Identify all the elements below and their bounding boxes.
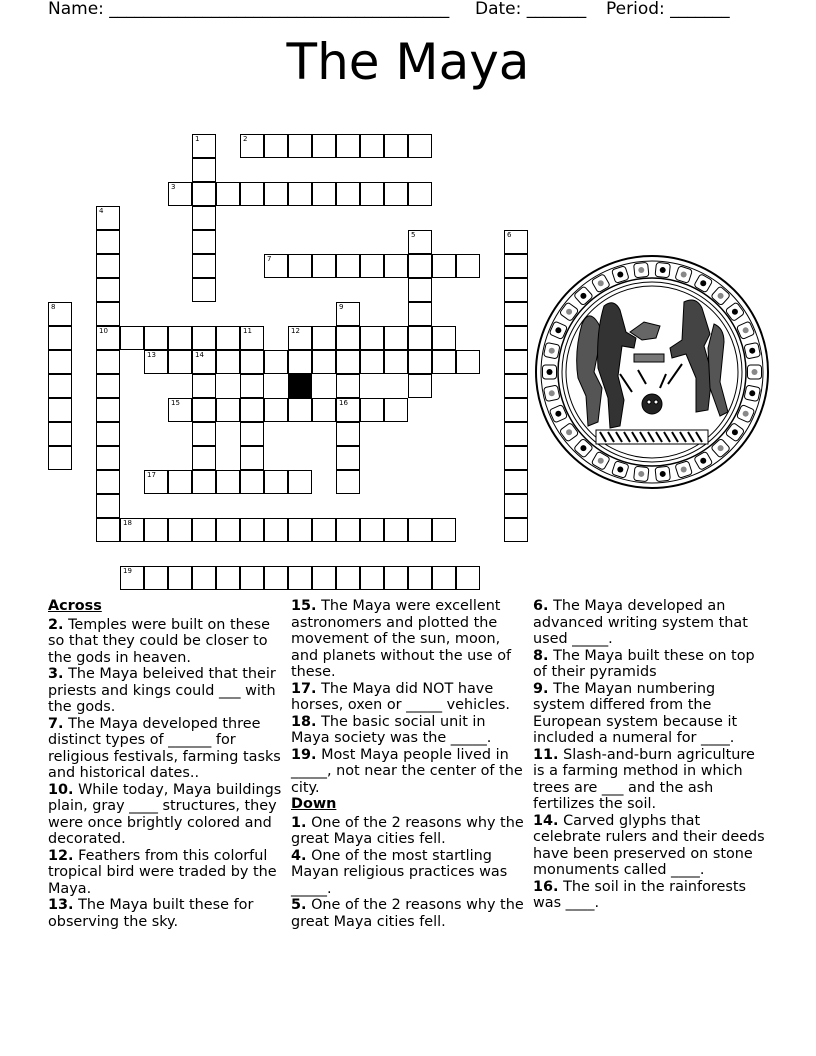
grid-cell[interactable] bbox=[504, 350, 528, 374]
clue-label: 13. bbox=[48, 897, 74, 913]
clue-number: 14 bbox=[195, 351, 204, 359]
clue-text: Feathers from this colorful tropical bird were traded by the Maya. bbox=[48, 847, 277, 897]
grid-cell[interactable] bbox=[336, 134, 360, 158]
clue-label: 18. bbox=[291, 713, 317, 730]
grid-cell[interactable] bbox=[192, 350, 216, 374]
grid-cell[interactable] bbox=[312, 518, 336, 542]
grid-cell[interactable] bbox=[360, 254, 384, 278]
grid-cell[interactable] bbox=[96, 470, 120, 494]
grid-cell[interactable] bbox=[408, 254, 432, 278]
grid-cell[interactable] bbox=[96, 422, 120, 446]
clue-number: 15 bbox=[171, 399, 180, 407]
grid-cell[interactable] bbox=[96, 374, 120, 398]
clue-text: Most Maya people lived in _____, not near the center of the city. bbox=[291, 746, 523, 796]
grid-cell[interactable] bbox=[192, 422, 216, 446]
grid-cell[interactable] bbox=[408, 518, 432, 542]
grid-cell[interactable] bbox=[264, 134, 288, 158]
clue-text: One of the 2 reasons why the great Maya cities fell. bbox=[291, 897, 524, 930]
grid-cell[interactable] bbox=[240, 446, 264, 470]
clue-number: 13 bbox=[147, 351, 156, 359]
grid-cell[interactable] bbox=[192, 254, 216, 278]
grid-cell[interactable] bbox=[240, 350, 264, 374]
clue-text: The Maya beleived that their priests and kings could ___ with the gods. bbox=[48, 666, 276, 715]
clue-text: Slash-and-burn agriculture is a farming method in which trees are ___ and the ash fertilizes the soil. bbox=[533, 746, 755, 812]
grid-cell[interactable] bbox=[336, 254, 360, 278]
clue-text: The Mayan numbering system differed from the European system because it included a numeral for ____. bbox=[533, 680, 738, 746]
across-clue bbox=[291, 598, 527, 681]
grid-cell[interactable] bbox=[216, 182, 240, 206]
clue-label: 10. bbox=[48, 781, 74, 798]
down-clue bbox=[533, 879, 769, 912]
grid-cell[interactable] bbox=[48, 326, 72, 350]
clue-column-1 bbox=[48, 598, 284, 930]
clue-label: 3. bbox=[48, 666, 64, 682]
clue-number: 2 bbox=[243, 135, 248, 143]
across-clue bbox=[48, 716, 284, 782]
down-clue bbox=[291, 848, 527, 898]
clue-column-2 bbox=[291, 598, 527, 930]
clue-text: Temples were built on these so that they could be closer to the gods in heaven. bbox=[48, 616, 270, 666]
worksheet-header bbox=[48, 0, 768, 22]
grid-cell[interactable] bbox=[432, 566, 456, 590]
grid-cell[interactable] bbox=[240, 398, 264, 422]
grid-cell[interactable] bbox=[384, 350, 408, 374]
grid-cell[interactable] bbox=[96, 230, 120, 254]
clue-number: 16 bbox=[339, 399, 348, 407]
grid-cell[interactable] bbox=[408, 230, 432, 254]
grid-cell[interactable] bbox=[192, 446, 216, 470]
grid-cell[interactable] bbox=[504, 398, 528, 422]
clue-label: 16. bbox=[533, 878, 559, 895]
down-clue bbox=[533, 813, 769, 879]
grid-cell[interactable] bbox=[432, 326, 456, 350]
grid-cell[interactable] bbox=[144, 566, 168, 590]
grid-cell[interactable] bbox=[96, 398, 120, 422]
grid-cell[interactable] bbox=[408, 134, 432, 158]
clue-text: One of the 2 reasons why the great Maya cities fell. bbox=[291, 814, 524, 847]
grid-cell[interactable] bbox=[384, 518, 408, 542]
down-clue bbox=[533, 648, 769, 681]
clue-label: 6. bbox=[533, 598, 549, 614]
across-clue bbox=[48, 782, 284, 848]
grid-cell[interactable] bbox=[408, 374, 432, 398]
clue-number: 9 bbox=[339, 303, 344, 311]
grid-cell[interactable] bbox=[216, 518, 240, 542]
clue-number: 19 bbox=[123, 567, 132, 575]
clue-number: 18 bbox=[123, 519, 132, 527]
grid-cell[interactable] bbox=[192, 206, 216, 230]
across-clue bbox=[291, 714, 527, 747]
grid-cell[interactable] bbox=[432, 254, 456, 278]
clue-label: 15. bbox=[291, 598, 317, 614]
grid-cell[interactable] bbox=[168, 566, 192, 590]
grid-cell[interactable] bbox=[336, 470, 360, 494]
clue-text: The basic social unit in Maya society was the _____. bbox=[291, 713, 492, 746]
clue-label: 1. bbox=[291, 814, 307, 831]
grid-cell[interactable] bbox=[96, 302, 120, 326]
grid-cell[interactable] bbox=[408, 566, 432, 590]
grid-cell[interactable] bbox=[408, 182, 432, 206]
grid-cell[interactable] bbox=[96, 254, 120, 278]
grid-cell[interactable] bbox=[144, 470, 168, 494]
clue-text: While today, Maya buildings plain, gray ____ structures, they were once brightly colored and decorated. bbox=[48, 781, 282, 847]
date-field: Date: _______ bbox=[475, 0, 587, 19]
clue-label: 12. bbox=[48, 847, 74, 864]
grid-cell[interactable] bbox=[144, 326, 168, 350]
grid-cell[interactable] bbox=[456, 350, 480, 374]
grid-cell[interactable] bbox=[216, 398, 240, 422]
grid-cell[interactable] bbox=[312, 182, 336, 206]
grid-cell[interactable] bbox=[264, 566, 288, 590]
grid-cell[interactable] bbox=[312, 134, 336, 158]
grid-cell[interactable] bbox=[48, 398, 72, 422]
grid-cell[interactable] bbox=[504, 518, 528, 542]
grid-cell[interactable] bbox=[96, 326, 120, 350]
grid-cell[interactable] bbox=[336, 350, 360, 374]
clue-column-3 bbox=[533, 598, 769, 912]
grid-cell[interactable] bbox=[384, 398, 408, 422]
grid-cell[interactable] bbox=[192, 134, 216, 158]
grid-cell[interactable] bbox=[288, 566, 312, 590]
grid-cell[interactable] bbox=[216, 350, 240, 374]
down-clue bbox=[533, 747, 769, 813]
grid-cell[interactable] bbox=[264, 518, 288, 542]
grid-cell[interactable] bbox=[384, 254, 408, 278]
grid-cell[interactable] bbox=[504, 374, 528, 398]
grid-cell[interactable] bbox=[288, 254, 312, 278]
grid-cell[interactable] bbox=[456, 566, 480, 590]
grid-cell[interactable] bbox=[336, 182, 360, 206]
grid-cell[interactable] bbox=[504, 278, 528, 302]
across-clue bbox=[48, 897, 284, 930]
grid-cell[interactable] bbox=[168, 398, 192, 422]
grid-cell[interactable] bbox=[312, 326, 336, 350]
grid-cell[interactable] bbox=[312, 566, 336, 590]
grid-cell[interactable] bbox=[336, 326, 360, 350]
grid-cell[interactable] bbox=[192, 230, 216, 254]
grid-cell[interactable] bbox=[96, 446, 120, 470]
maya-calendar-stone-icon bbox=[534, 254, 770, 490]
page-title: The Maya bbox=[286, 33, 530, 91]
grid-cell[interactable] bbox=[48, 302, 72, 326]
grid-cell[interactable] bbox=[240, 326, 264, 350]
grid-cell[interactable] bbox=[240, 374, 264, 398]
grid-cell[interactable] bbox=[288, 470, 312, 494]
grid-cell[interactable] bbox=[48, 374, 72, 398]
clue-number: 4 bbox=[99, 207, 104, 215]
grid-cell[interactable] bbox=[216, 470, 240, 494]
grid-cell[interactable] bbox=[144, 350, 168, 374]
grid-cell[interactable] bbox=[504, 446, 528, 470]
grid-cell[interactable] bbox=[288, 398, 312, 422]
grid-cell[interactable] bbox=[192, 518, 216, 542]
down-clue bbox=[291, 815, 527, 848]
grid-cell[interactable] bbox=[312, 350, 336, 374]
clue-number: 8 bbox=[51, 303, 56, 311]
grid-cell[interactable] bbox=[504, 470, 528, 494]
grid-cell[interactable] bbox=[456, 254, 480, 278]
clue-label: 4. bbox=[291, 847, 307, 864]
grid-cell[interactable] bbox=[408, 326, 432, 350]
grid-cell[interactable] bbox=[192, 470, 216, 494]
grid-cell[interactable] bbox=[192, 158, 216, 182]
across-clue bbox=[48, 617, 284, 667]
grid-cell[interactable] bbox=[96, 206, 120, 230]
grid-cell[interactable] bbox=[360, 134, 384, 158]
grid-cell[interactable] bbox=[504, 254, 528, 278]
grid-cell[interactable] bbox=[168, 326, 192, 350]
across-clue bbox=[291, 747, 527, 797]
across-clue bbox=[48, 848, 284, 898]
across-clue bbox=[48, 666, 284, 716]
down-heading: Down bbox=[291, 796, 337, 812]
grid-cell[interactable] bbox=[504, 494, 528, 518]
grid-cell[interactable] bbox=[96, 350, 120, 374]
grid-cell[interactable] bbox=[192, 374, 216, 398]
grid-cell[interactable] bbox=[288, 134, 312, 158]
grid-cell[interactable] bbox=[504, 302, 528, 326]
grid-cell[interactable] bbox=[240, 518, 264, 542]
clue-text: The soil in the rainforests was ____. bbox=[533, 878, 746, 911]
clue-label: 14. bbox=[533, 812, 559, 829]
grid-cell[interactable] bbox=[384, 326, 408, 350]
grid-cell[interactable] bbox=[96, 278, 120, 302]
clue-number: 1 bbox=[195, 135, 200, 143]
grid-cell[interactable] bbox=[192, 398, 216, 422]
grid-cell[interactable] bbox=[264, 182, 288, 206]
grid-cell[interactable] bbox=[240, 566, 264, 590]
grid-cell[interactable] bbox=[264, 254, 288, 278]
grid-cell[interactable] bbox=[408, 350, 432, 374]
grid-cell[interactable] bbox=[408, 278, 432, 302]
grid-cell[interactable] bbox=[336, 518, 360, 542]
grid-cell[interactable] bbox=[408, 302, 432, 326]
down-clue bbox=[291, 897, 527, 930]
grid-cell[interactable] bbox=[240, 182, 264, 206]
grid-cell[interactable] bbox=[120, 326, 144, 350]
grid-cell[interactable] bbox=[288, 326, 312, 350]
across-heading: Across bbox=[48, 598, 102, 614]
clue-number: 12 bbox=[291, 327, 300, 335]
clue-text: The Maya developed an advanced writing system that used _____. bbox=[533, 598, 748, 647]
clue-label: 9. bbox=[533, 680, 549, 697]
grid-cell[interactable] bbox=[504, 422, 528, 446]
grid-cell[interactable] bbox=[144, 518, 168, 542]
grid-cell[interactable] bbox=[312, 254, 336, 278]
period-field: Period: _______ bbox=[606, 0, 730, 19]
grid-cell[interactable] bbox=[96, 518, 120, 542]
grid-cell[interactable] bbox=[240, 422, 264, 446]
clue-text: The Maya built these on top of their pyramids bbox=[533, 647, 755, 680]
clue-text: One of the most startling Mayan religious practices was _____. bbox=[291, 847, 508, 897]
grid-cell[interactable] bbox=[168, 518, 192, 542]
grid-cell[interactable] bbox=[216, 326, 240, 350]
grid-cell[interactable] bbox=[120, 566, 144, 590]
clue-text: Carved glyphs that celebrate rulers and their deeds have been preserved on stone monuments called ____. bbox=[533, 812, 765, 878]
grid-cell[interactable] bbox=[288, 182, 312, 206]
grid-cell[interactable] bbox=[336, 446, 360, 470]
clue-number: 3 bbox=[171, 183, 176, 191]
clue-label: 5. bbox=[291, 897, 307, 913]
clue-text: The Maya did NOT have horses, oxen or _____ vehicles. bbox=[291, 680, 510, 713]
grid-cell[interactable] bbox=[360, 398, 384, 422]
clue-number: 17 bbox=[147, 471, 156, 479]
clue-text: The Maya developed three distinct types of ______ for religious festivals, farming tasks and historical dates.. bbox=[48, 715, 281, 781]
grid-cell[interactable] bbox=[240, 134, 264, 158]
grid-cell[interactable] bbox=[120, 518, 144, 542]
name-field: Name: ________________________________________ bbox=[48, 0, 450, 19]
grid-cell[interactable] bbox=[432, 518, 456, 542]
grid-cell[interactable] bbox=[288, 518, 312, 542]
grid-cell[interactable] bbox=[192, 278, 216, 302]
clue-number: 11 bbox=[243, 327, 252, 335]
clue-label: 11. bbox=[533, 746, 559, 763]
grid-cell[interactable] bbox=[240, 470, 264, 494]
grid-cell[interactable] bbox=[384, 566, 408, 590]
clue-number: 6 bbox=[507, 231, 512, 239]
grid-cell[interactable] bbox=[48, 350, 72, 374]
grid-cell[interactable] bbox=[192, 182, 216, 206]
grid-cell[interactable] bbox=[264, 398, 288, 422]
clue-number: 5 bbox=[411, 231, 416, 239]
grid-cell[interactable] bbox=[264, 350, 288, 374]
grid-cell[interactable] bbox=[168, 470, 192, 494]
grid-cell[interactable] bbox=[336, 374, 360, 398]
grid-cell[interactable] bbox=[360, 326, 384, 350]
grid-cell[interactable] bbox=[48, 422, 72, 446]
grid-cell[interactable] bbox=[192, 326, 216, 350]
grid-cell[interactable] bbox=[312, 398, 336, 422]
clue-text: The Maya were excellent astronomers and plotted the movement of the sun, moon, and planets without the use of these. bbox=[291, 598, 512, 680]
grid-cell[interactable] bbox=[96, 494, 120, 518]
grid-cell[interactable] bbox=[360, 182, 384, 206]
down-clue bbox=[533, 681, 769, 747]
grid-cell[interactable] bbox=[264, 470, 288, 494]
grid-cell[interactable] bbox=[336, 566, 360, 590]
clue-label: 17. bbox=[291, 680, 317, 697]
grid-cell[interactable] bbox=[360, 350, 384, 374]
grid-cell[interactable] bbox=[168, 350, 192, 374]
grid-cell[interactable] bbox=[360, 566, 384, 590]
clue-number: 7 bbox=[267, 255, 272, 263]
grid-cell[interactable] bbox=[360, 518, 384, 542]
grid-cell[interactable] bbox=[432, 350, 456, 374]
grid-cell[interactable] bbox=[336, 422, 360, 446]
grid-cell[interactable] bbox=[168, 182, 192, 206]
clue-number: 10 bbox=[99, 327, 108, 335]
grid-cell[interactable] bbox=[48, 446, 72, 470]
clue-label: 19. bbox=[291, 746, 317, 763]
grid-cell[interactable] bbox=[288, 350, 312, 374]
black-square bbox=[288, 374, 312, 398]
clue-label: 2. bbox=[48, 616, 64, 633]
across-clue bbox=[291, 681, 527, 714]
grid-cell[interactable] bbox=[504, 326, 528, 350]
grid-cell[interactable] bbox=[336, 302, 360, 326]
clue-text: The Maya built these for observing the sky. bbox=[48, 897, 254, 930]
grid-cell[interactable] bbox=[216, 566, 240, 590]
clue-label: 7. bbox=[48, 715, 64, 732]
grid-cell[interactable] bbox=[336, 398, 360, 422]
grid-cell[interactable] bbox=[504, 230, 528, 254]
grid-cell[interactable] bbox=[384, 134, 408, 158]
grid-cell[interactable] bbox=[192, 566, 216, 590]
grid-cell[interactable] bbox=[384, 182, 408, 206]
clue-label: 8. bbox=[533, 647, 549, 664]
down-clue bbox=[533, 598, 769, 648]
